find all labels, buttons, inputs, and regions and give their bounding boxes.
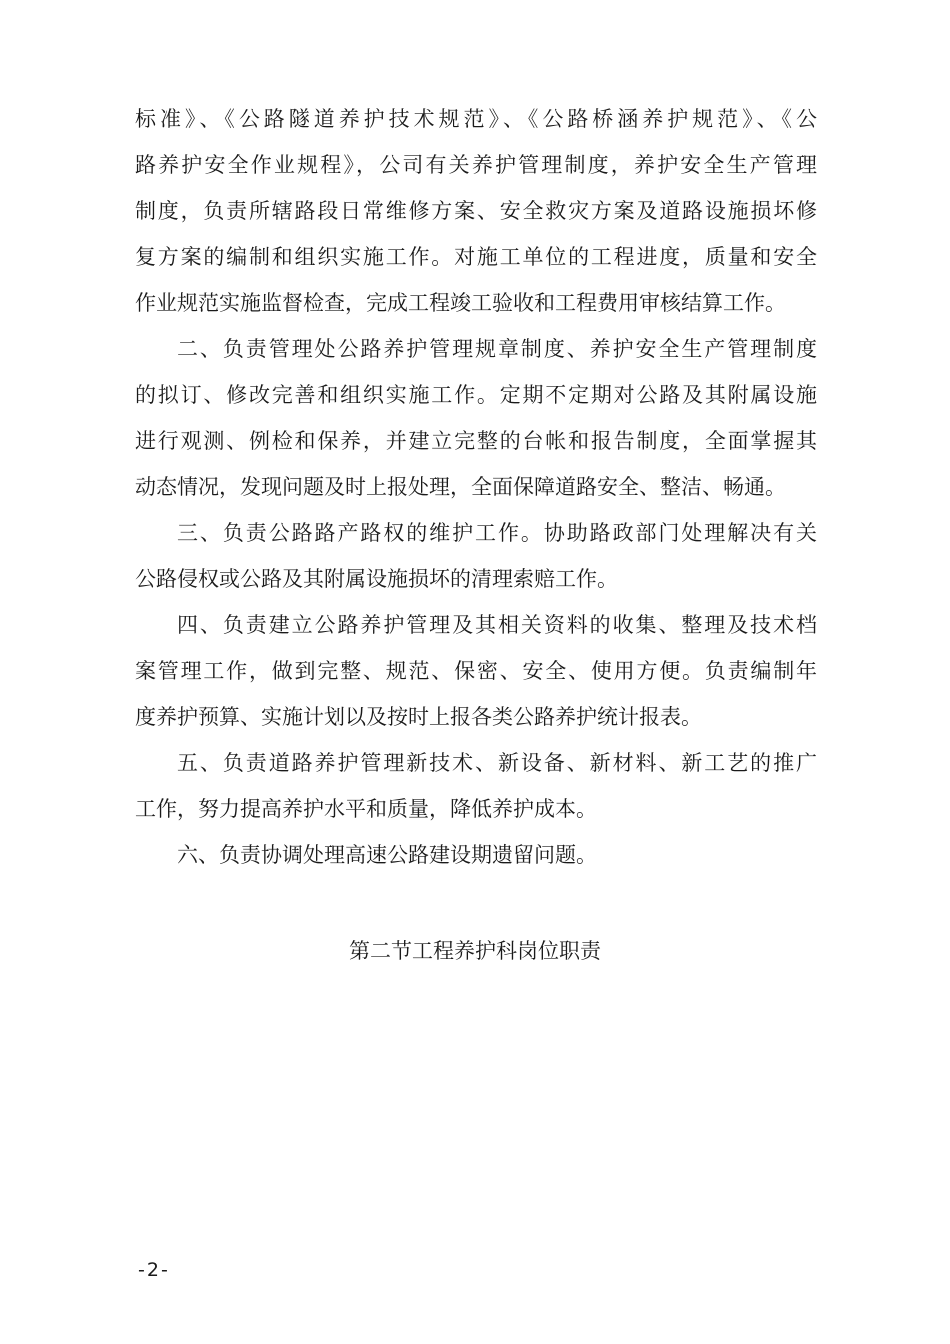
text-line: 四、负责建立公路养护管理及其相关资料的收集、整理及技术档 — [177, 613, 817, 637]
body-text — [135, 96, 817, 878]
paragraph-item-2 — [135, 326, 817, 510]
text-line: 作业规范实施监督检查，完成工程竣工验收和工程费用审核结算工作。 — [135, 291, 786, 315]
paragraph-continuation — [135, 96, 817, 326]
text-line: 标准》、《公路隧道养护技术规范》、《公路桥涵养护规范》、《公 — [135, 107, 817, 131]
text-line: 的拟订、修改完善和组织实施工作。定期不定期对公路及其附属设施 — [135, 383, 817, 407]
text-line: 三、负责公路路产路权的维护工作。协助路政部门处理解决有关 — [177, 521, 817, 545]
text-line: 度养护预算、实施计划以及按时上报各类公路养护统计报表。 — [135, 705, 702, 729]
text-line: 五、负责道路养护管理新技术、新设备、新材料、新工艺的推广 — [177, 751, 817, 775]
text-line: 复方案的编制和组织实施工作。对施工单位的工程进度，质量和安全 — [135, 245, 817, 269]
text-line: 案管理工作，做到完整、规范、保密、安全、使用方便。负责编制年 — [135, 659, 817, 683]
text-line: 制度，负责所辖路段日常维修方案、安全救灾方案及道路设施损坏修 — [135, 199, 817, 223]
section-heading: 第二节工程养护科岗位职责 — [349, 939, 601, 963]
paragraph-item-6 — [135, 832, 817, 878]
text-line: 路养护安全作业规程》，公司有关养护管理制度，养护安全生产管理 — [135, 153, 817, 177]
paragraph-item-4 — [135, 602, 817, 740]
text-line: 动态情况，发现问题及时上报处理，全面保障道路安全、整洁、畅通。 — [135, 475, 786, 499]
text-line: 工作，努力提高养护水平和质量，降低养护成本。 — [135, 797, 597, 821]
paragraph-item-3 — [135, 510, 817, 602]
text-line: 六、负责协调处理高速公路建设期遗留问题。 — [177, 843, 597, 867]
text-line: 公路侵权或公路及其附属设施损坏的清理索赔工作。 — [135, 567, 618, 591]
paragraph-item-5 — [135, 740, 817, 832]
page-number: -2- — [138, 1259, 170, 1281]
text-line: 二、负责管理处公路养护管理规章制度、养护安全生产管理制度 — [177, 337, 817, 361]
text-line: 进行观测、例检和保养，并建立完整的台帐和报告制度，全面掌握其 — [135, 429, 817, 453]
